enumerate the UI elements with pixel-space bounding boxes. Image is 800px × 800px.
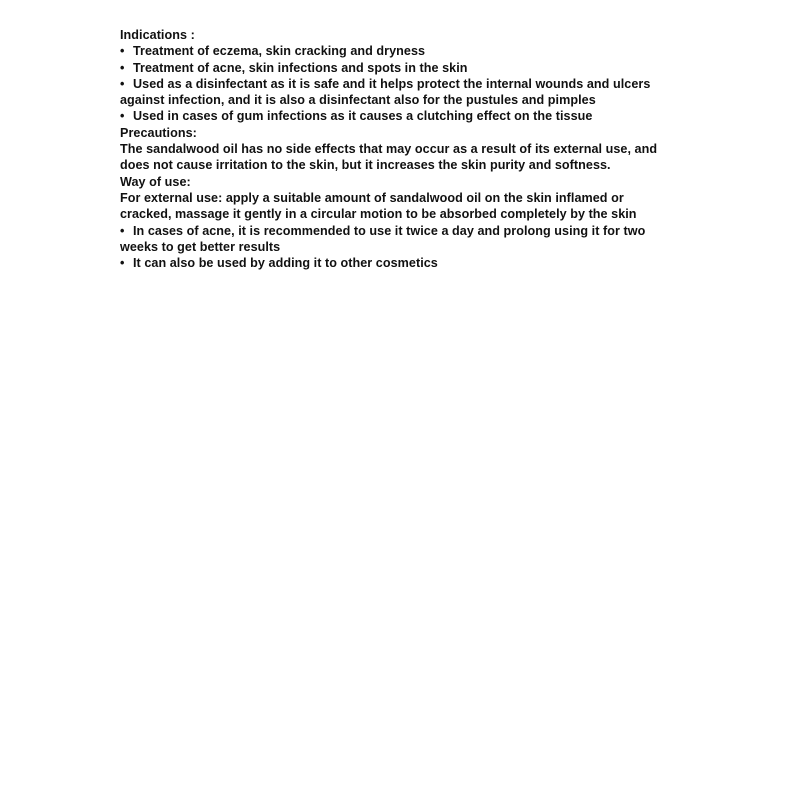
bullet-icon: • — [120, 60, 125, 75]
indication-item: • Treatment of acne, skin infections and spots in the skin — [120, 60, 468, 75]
precautions-heading: Precautions: — [120, 125, 197, 140]
bullet-icon: • — [120, 223, 125, 238]
indications-heading: Indications : — [120, 28, 195, 42]
bullet-icon: • — [120, 256, 125, 271]
indication-item: • Used in cases of gum infections as it causes a clutching effect on the tissue — [120, 109, 593, 124]
usage-item: • It can also be used by adding it to other cosmetics — [120, 256, 438, 271]
bullet-icon: • — [120, 76, 125, 91]
precautions-text: The sandalwood oil has no side effects that may occur as a result of its external use, and does not cause irritation to the skin, but it increases the skin purity and softness. — [120, 142, 658, 173]
way-of-use-heading: Way of use: — [120, 174, 191, 189]
way-of-use-text: For external use: apply a suitable amount of sandalwood oil on the skin inflamed or cracked, massage it gently in a circular motion to be absorbed completely by the skin — [120, 190, 637, 222]
usage-item: • In cases of acne, it is recommended to use it twice a day and prolong using it for two weeks to get better results — [120, 223, 646, 254]
indication-item: • Treatment of eczema, skin cracking and dryness — [120, 44, 426, 59]
indication-item: • Used as a disinfectant as it is safe and it helps protect the internal wounds and ulcers against infection, and it is also a disinfectant also for the pustules and pimples — [120, 76, 651, 108]
product-description — [120, 27, 660, 271]
bullet-icon: • — [120, 109, 125, 124]
bullet-icon: • — [120, 44, 125, 59]
